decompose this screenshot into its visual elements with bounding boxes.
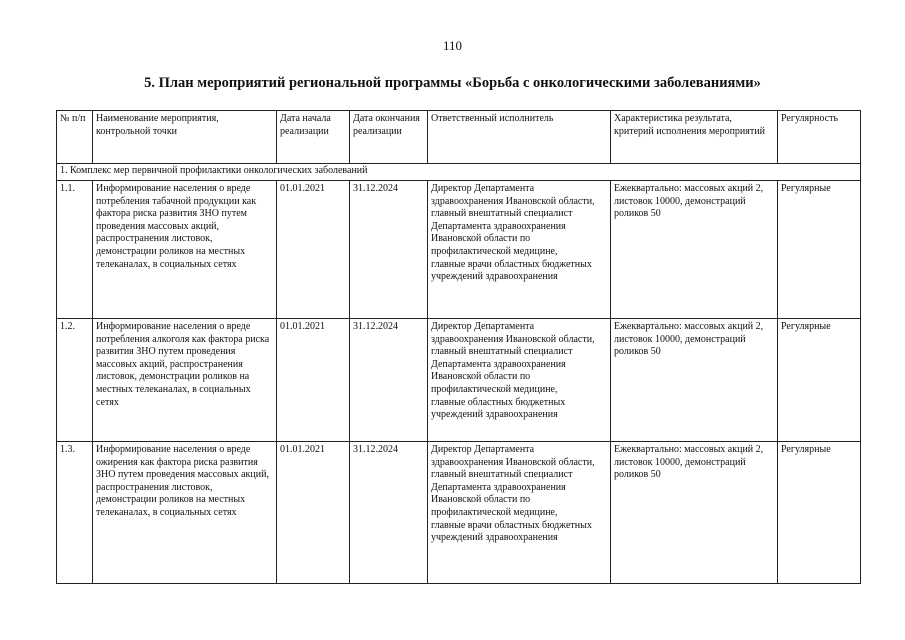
responsible-line: главный внештатный специалист Департамента здравоохранения Ивановской области по профилактической медицине, [431, 469, 573, 518]
row-start-date: 01.01.2021 [277, 442, 350, 584]
row-end-date: 31.12.2024 [350, 442, 428, 584]
page-number: 110 [442, 38, 463, 53]
row-responsible [428, 181, 611, 319]
page-title: 5. План мероприятий региональной программы «Борьба с онкологическими заболеваниями» [144, 75, 761, 91]
row-result: Ежеквартально: массовых акций 2, листовок 10000, демонстраций роликов 50 [611, 319, 778, 442]
responsible-line: Директор Департамента здравоохранения Ивановской области, [431, 321, 595, 345]
row-start-date: 01.01.2021 [277, 319, 350, 442]
row-result: Ежеквартально: массовых акций 2, листовок 10000, демонстраций роликов 50 [611, 442, 778, 584]
responsible-line: главный внештатный специалист Департамента здравоохранения Ивановской области по профилактической медицине, [431, 208, 573, 257]
row-num: 1.2. [57, 319, 93, 442]
responsible-line: Директор Департамента здравоохранения Ивановской области, [431, 444, 595, 468]
row-end-date: 31.12.2024 [350, 319, 428, 442]
row-regularity: Регулярные [778, 181, 861, 319]
section-row [57, 164, 861, 181]
header-num: № п/п [57, 111, 93, 164]
header-start-date: Дата начала реализации [277, 111, 350, 164]
table-row [57, 442, 861, 584]
header-result: Характеристика результата, критерий исполнения мероприятий [611, 111, 778, 164]
row-num: 1.1. [57, 181, 93, 319]
row-name: Информирование населения о вреде потребления табачной продукции как фактора риска развития ЗНО путем проведения массовых акций, распространения листовок, демонстрации роликов на местных телеканалах, в социальных сетях [93, 181, 277, 319]
row-name: Информирование населения о вреде потребления алкоголя как фактора риска развития ЗНО путем проведения массовых акций, распространения листовок, демонстрации роликов на местных телеканалах, в социальных сетях [93, 319, 277, 442]
header-responsible: Ответственный исполнитель [428, 111, 611, 164]
header-regularity: Регулярность [778, 111, 861, 164]
plan-table [56, 110, 861, 584]
row-start-date: 01.01.2021 [277, 181, 350, 319]
table-header-row [57, 111, 861, 164]
responsible-line: главные врачи областных бюджетных учреждений здравоохранения [431, 519, 592, 544]
section-title: 1. Комплекс мер первичной профилактики онкологических заболеваний [57, 164, 861, 181]
header-name: Наименование мероприятия, контрольной точки [93, 111, 277, 164]
row-responsible [428, 319, 611, 442]
row-result: Ежеквартально: массовых акций 2, листовок 10000, демонстраций роликов 50 [611, 181, 778, 319]
row-end-date: 31.12.2024 [350, 181, 428, 319]
responsible-line: главные врачи областных бюджетных учреждений здравоохранения [431, 258, 592, 283]
header-end-date: Дата окончания реализации [350, 111, 428, 164]
row-num: 1.3. [57, 442, 93, 584]
row-name: Информирование населения о вреде ожирения как фактора риска развития ЗНО путем проведения массовых акций, распространения листовок, демонстрации роликов на местных телеканалах, в социальных сетях [93, 442, 277, 584]
table-row [57, 181, 861, 319]
responsible-line: главные областных бюджетных учреждений здравоохранения [431, 396, 566, 421]
responsible-line: Директор Департамента здравоохранения Ивановской области, [431, 183, 595, 207]
row-regularity: Регулярные [778, 442, 861, 584]
row-responsible [428, 442, 611, 584]
row-regularity: Регулярные [778, 319, 861, 442]
table-row [57, 319, 861, 442]
responsible-line: главный внештатный специалист Департамента здравоохранения Ивановской области по профилактической медицине, [431, 346, 573, 395]
